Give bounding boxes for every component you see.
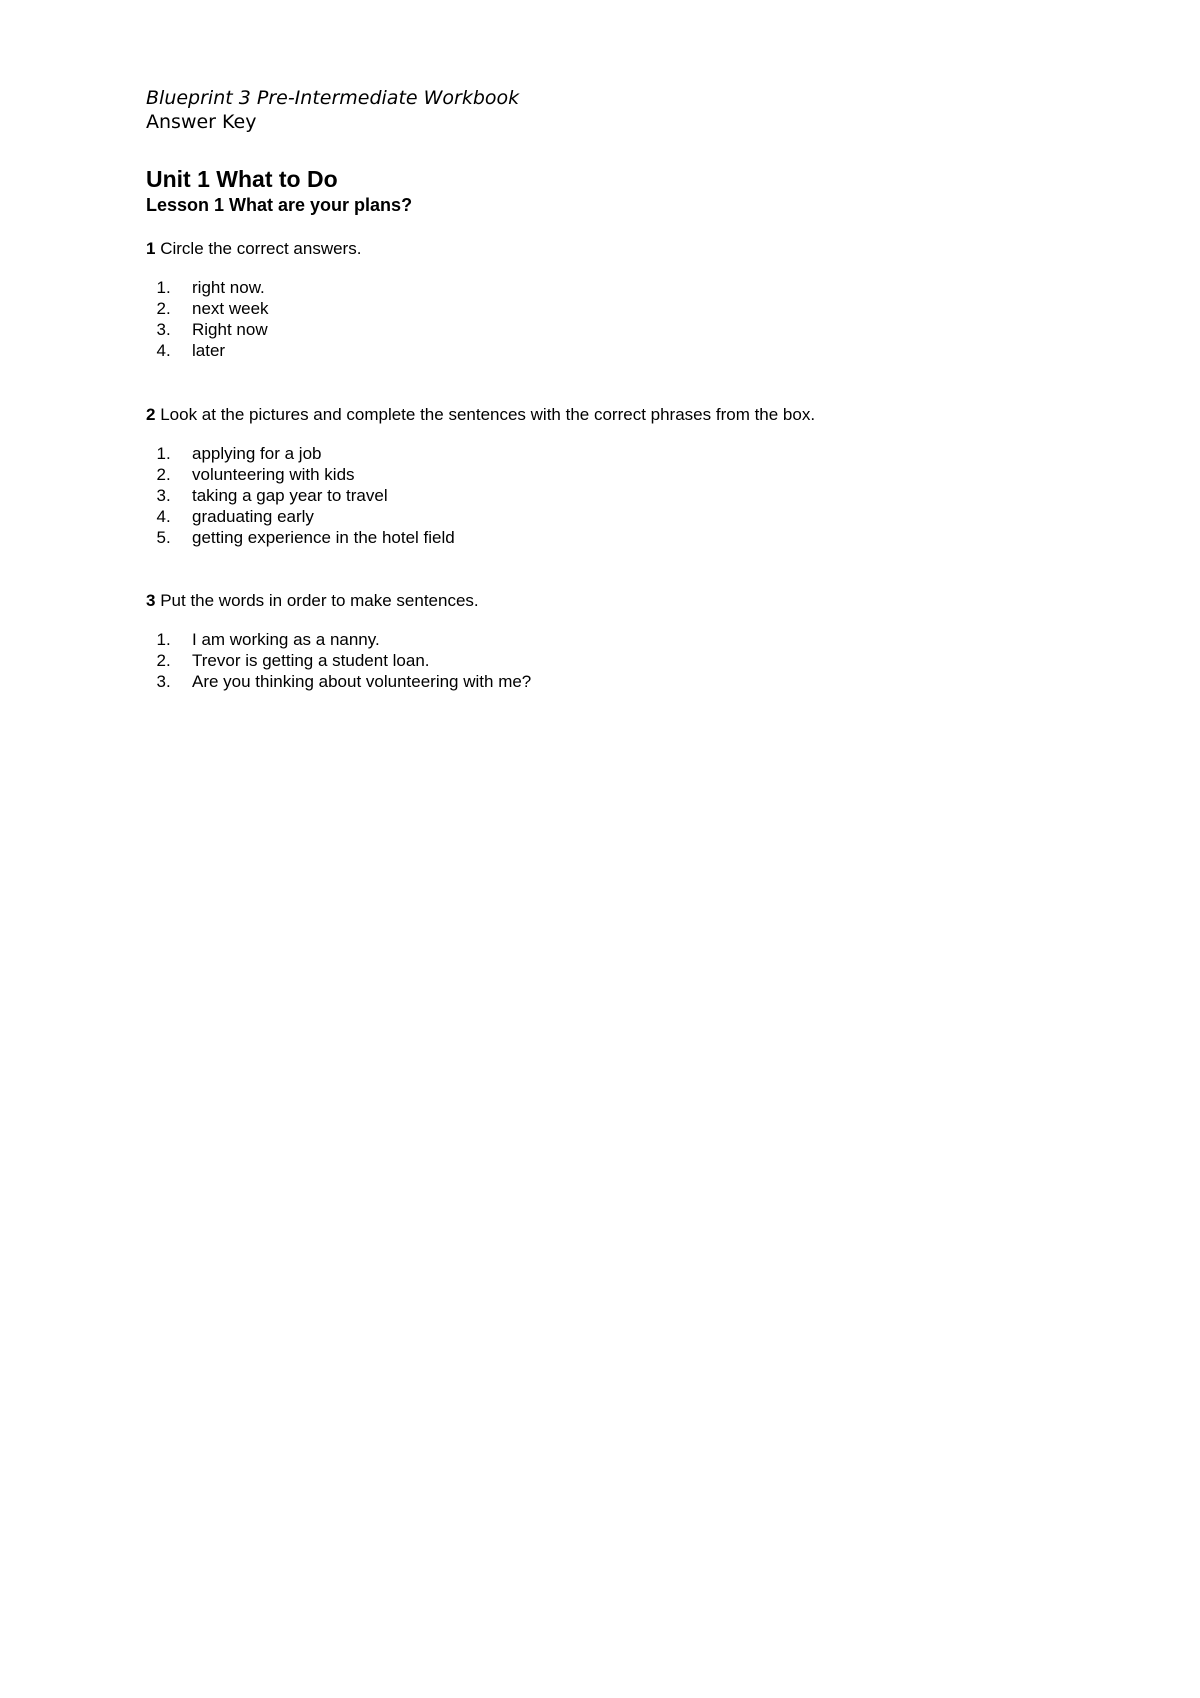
answer-item: 3 . taking a gap year to travel [156,486,388,505]
answer-text: taking a gap year to travel [192,486,388,505]
answer-item: 2 . Trevor is getting a student loan. [156,651,430,670]
answer-list [146,443,1126,548]
answer-text: Right now [192,320,268,339]
exercise-instruction-text: Put the words in order to make sentences. [160,591,479,610]
answer-text: I am working as a nanny. [192,630,380,649]
answer-item: 2 . volunteering with kids [156,465,355,484]
exercise-number: 1 [146,239,156,258]
exercise-number: 3 [146,591,156,610]
exercise-1 [146,238,1126,361]
exercise-instruction-text: Circle the correct answers. [160,239,362,258]
answer-text: graduating early [192,507,314,526]
answer-list [146,629,1126,692]
book-title: Blueprint 3 Pre-Intermediate Workbook [146,87,520,109]
document-page [146,86,1126,692]
answer-item: 1 . I am working as a nanny. [156,630,380,649]
exercise-3 [146,590,1126,692]
unit-title: Unit 1 What to Do [146,166,338,192]
answer-text: getting experience in the hotel field [192,528,455,547]
exercise-2 [146,404,1126,548]
exercise-instruction [146,238,1126,260]
answer-text: later [192,341,226,360]
exercise-instruction-text: Look at the pictures and complete the sentences with the correct phrases from the box. [160,405,816,424]
answer-item: 3 . Right now [156,320,268,339]
answer-item: 1 . right now. [156,278,265,297]
answer-text: right now. [192,278,265,297]
answer-item: 4 . graduating early [156,507,314,526]
exercise-instruction [146,404,1126,426]
lesson-title: Lesson 1 What are your plans? [146,195,413,215]
answer-text: Are you thinking about volunteering with me? [192,672,532,691]
answer-text: volunteering with kids [192,465,355,484]
document-subtitle: Answer Key [146,111,257,133]
answer-item: 4 . later [156,341,226,360]
answer-item: 5 . getting experience in the hotel field [156,528,455,547]
answer-item: 2 . next week [156,299,269,318]
answer-item: 3 . Are you thinking about volunteering with me? [156,672,532,691]
answer-item: 1 . applying for a job [156,444,322,463]
exercise-number: 2 [146,405,156,424]
answer-list [146,277,1126,361]
answer-text: Trevor is getting a student loan. [192,651,430,670]
answer-text: applying for a job [192,444,322,463]
exercise-instruction [146,590,1126,612]
answer-text: next week [192,299,269,318]
